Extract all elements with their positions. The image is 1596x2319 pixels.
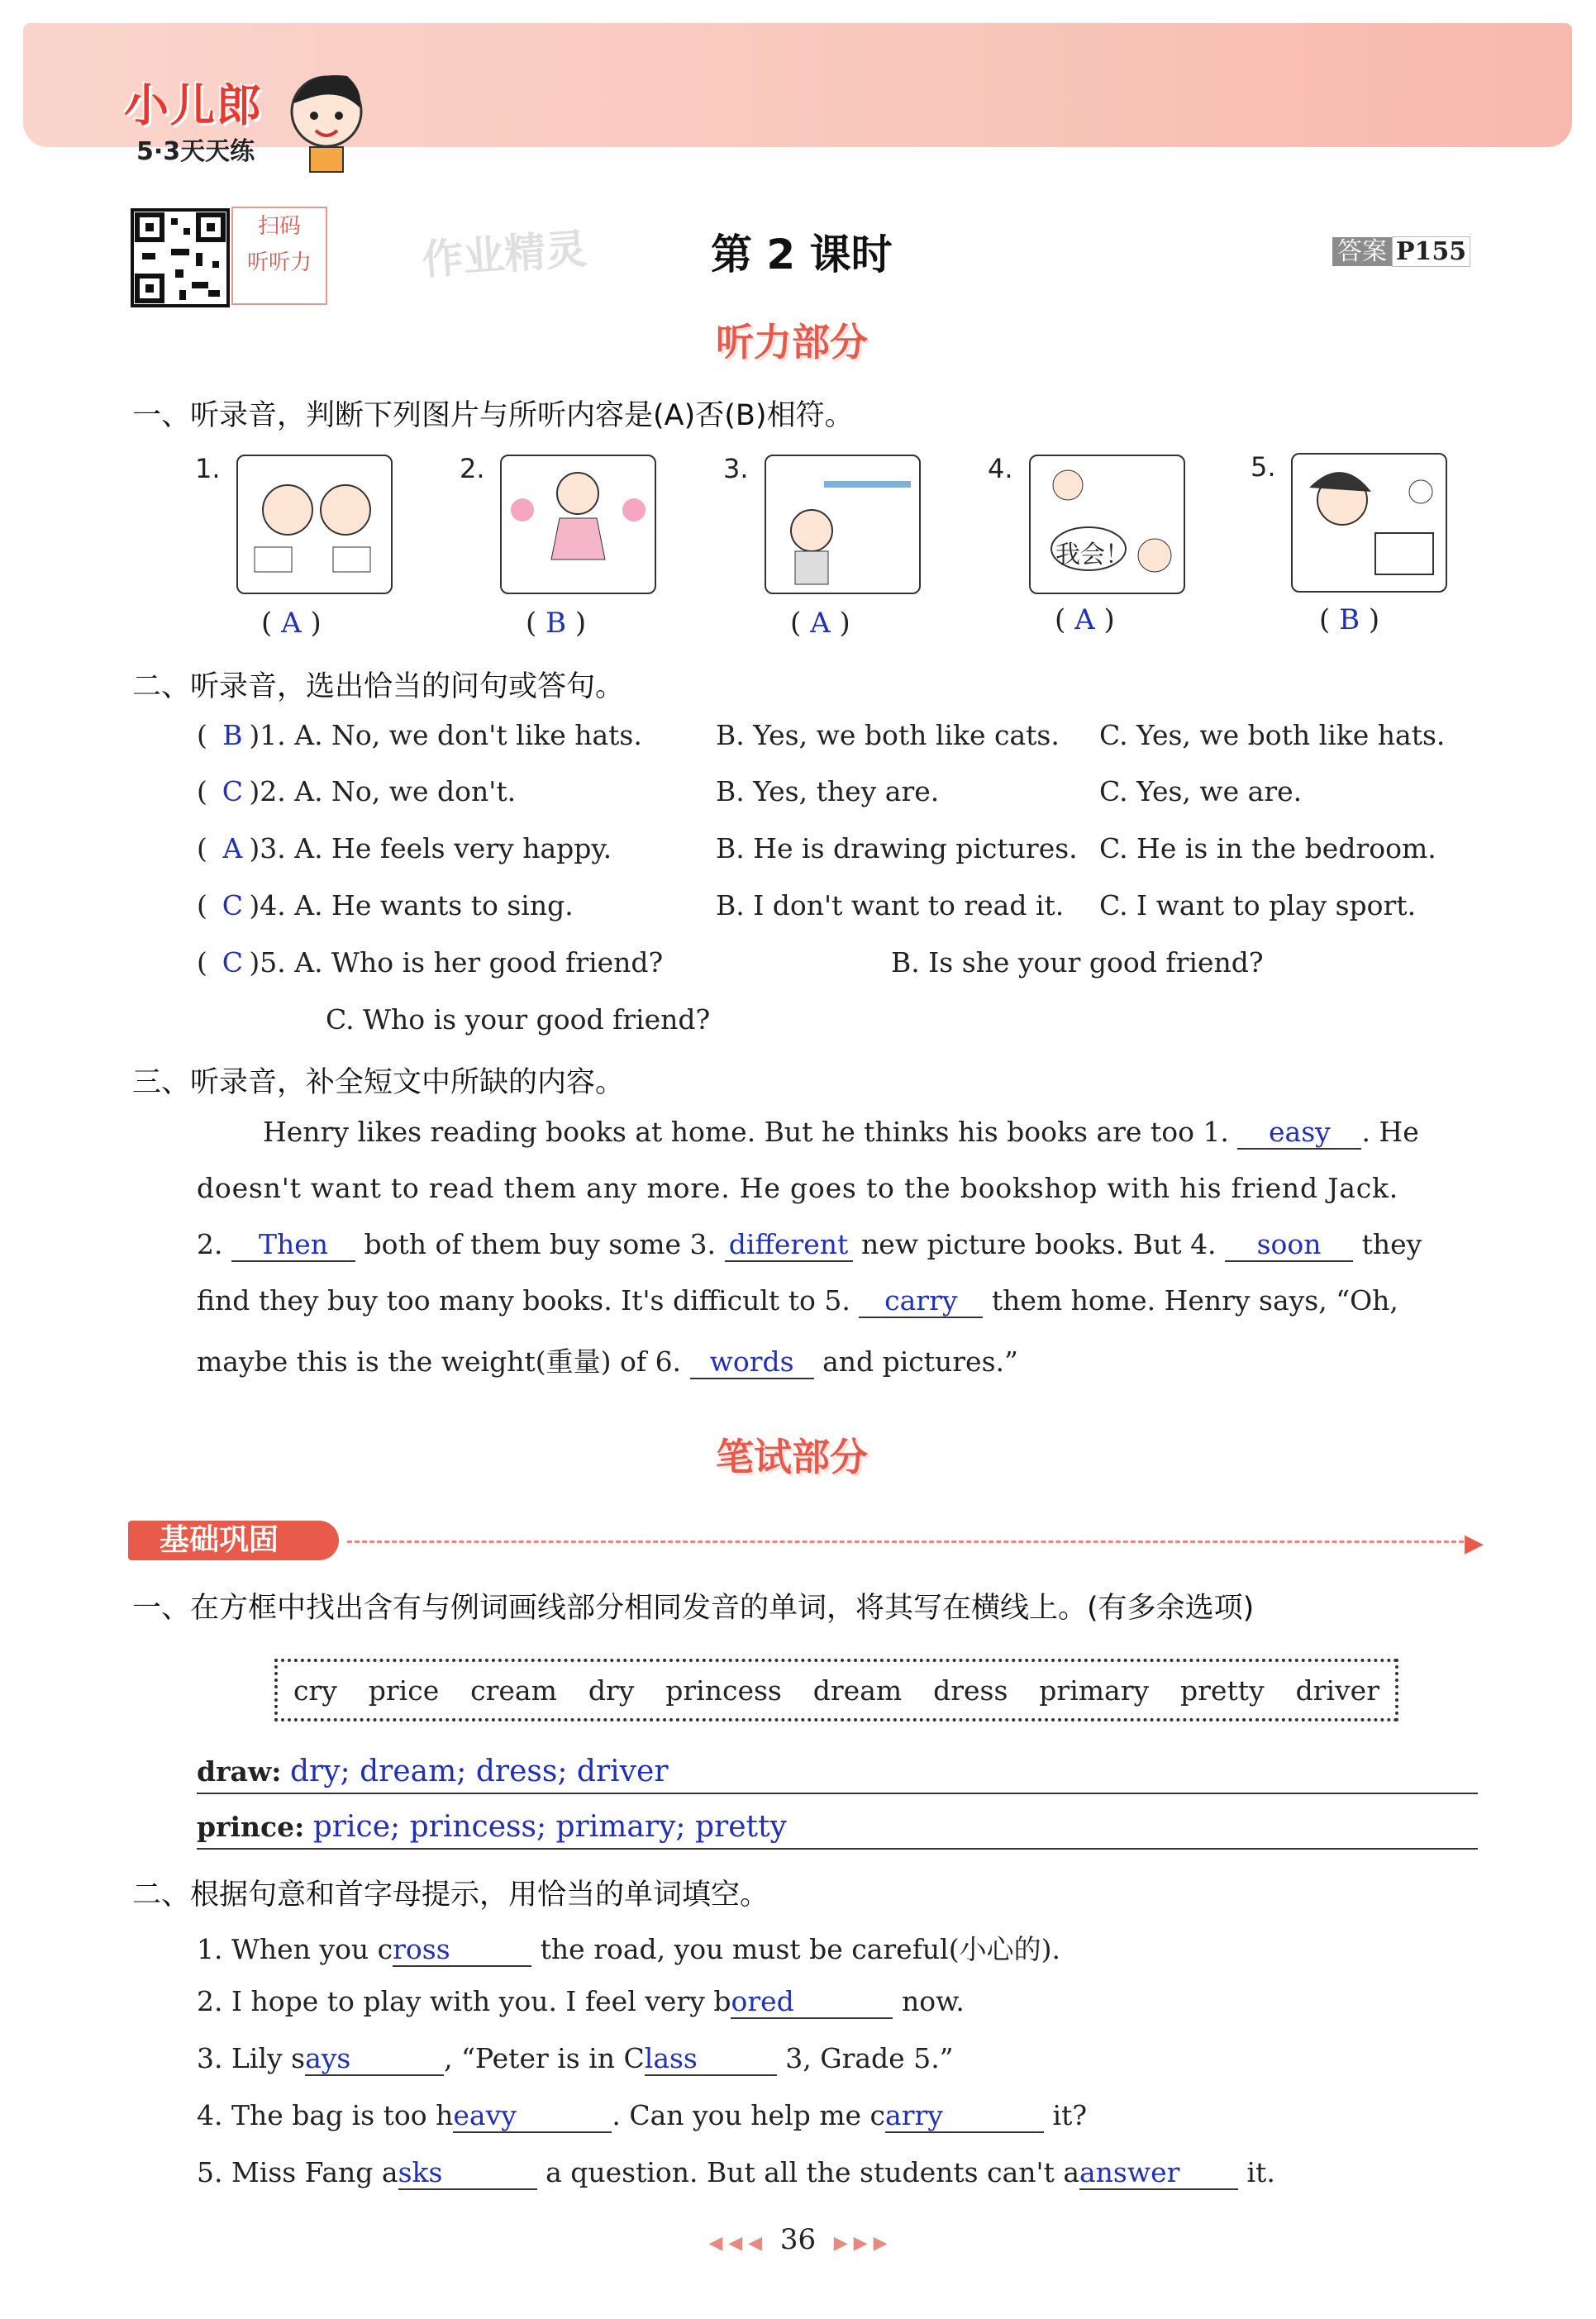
choice-option-b: B. Yes, we both like cats. xyxy=(716,719,1060,751)
brand-subtitle: 5·3天天练 xyxy=(136,137,255,166)
listening-part-title: 听力部分 xyxy=(716,320,868,364)
basics-banner: 基础巩固 xyxy=(128,1521,339,1560)
fill-sentence: 1. When you cross the road, you must be careful(小心的). xyxy=(197,1933,1060,1965)
picture-answer: ( A ) xyxy=(790,607,850,640)
word-box: cry price cream dry princess dream dress primary pretty driver xyxy=(274,1659,1398,1721)
blank-answer: different xyxy=(725,1228,853,1262)
choice-option-b: B. He is drawing pictures. xyxy=(716,832,1078,864)
page-number: ◀ ◀ ◀ 36 ▶ ▶ ▶ xyxy=(708,2223,888,2256)
picture-ping-pong xyxy=(765,455,921,594)
mascot-icon xyxy=(281,66,372,174)
passage-line: 2. Then both of them buy some 3. different new picture books. But 4. soon they xyxy=(197,1228,1422,1260)
blank-answer: soon xyxy=(1225,1228,1353,1262)
answer-reference: 答案 P155 xyxy=(1332,231,1470,267)
lesson-title: 第 2 课时 xyxy=(711,231,893,279)
blank-answer: carry xyxy=(859,1284,983,1318)
picture-number: 5. xyxy=(1251,451,1276,483)
writing-section1-title: 一、在方框中找出含有与例词画线部分相同发音的单词，将其写在横线上。(有多余选项) xyxy=(132,1592,1255,1625)
fill-sentence: 5. Miss Fang asks a question. But all the students can't aanswer it. xyxy=(197,2156,1275,2188)
picture-answer: ( B ) xyxy=(1319,603,1380,636)
picture-two-kids xyxy=(236,455,393,594)
picture-number: 3. xyxy=(723,453,749,484)
picture-teacher-students: 我会！ xyxy=(1029,455,1185,594)
picture-answer: ( A ) xyxy=(261,607,322,640)
choice-option-c: C. I want to play sport. xyxy=(1099,889,1417,921)
listening-section3-title: 三、听录音，补全短文中所缺的内容。 xyxy=(132,1066,625,1099)
choice-option-c: C. Yes, we are. xyxy=(1099,775,1303,807)
picture-answer: ( B ) xyxy=(526,607,587,640)
brand-logo: 小儿郎 xyxy=(124,79,263,131)
qr-code-icon[interactable] xyxy=(131,208,230,307)
fill-sentence: 3. Lily says , “Peter is in Class 3, Grade 5.” xyxy=(197,2042,954,2074)
blank-answer: Then xyxy=(231,1228,355,1262)
choice-question: ( A )3. A. He feels very happy. xyxy=(197,832,612,864)
prince-answer-line: prince: price; princess; primary; pretty xyxy=(197,1810,1478,1850)
arrow-right-icon: ▶ xyxy=(1465,1529,1484,1558)
scan-listen-label: 扫码 听听力 xyxy=(231,207,327,305)
passage-line: doesn't want to read them any more. He goes to the bookshop with his friend Jack. xyxy=(197,1172,1399,1204)
fill-sentence: 4. The bag is too heavy . Can you help me carry it? xyxy=(197,2099,1088,2131)
watermark: 作业精灵 xyxy=(420,225,589,284)
picture-number: 2. xyxy=(460,453,485,484)
writing-part-title: 笔试部分 xyxy=(716,1435,868,1479)
passage-line: find they buy too many books. It's difficult to 5. carry them home. Henry says, “Oh, xyxy=(197,1284,1398,1317)
choice-question: ( C )5. A. Who is her good friend? xyxy=(197,946,664,979)
picture-number: 4. xyxy=(988,453,1013,484)
choice-option-b: B. Yes, they are. xyxy=(716,775,940,807)
blank-answer: easy xyxy=(1237,1116,1361,1150)
blank-answer: words xyxy=(690,1345,814,1379)
draw-answer-line: draw: dry; dream; dress; driver xyxy=(197,1755,1478,1794)
passage-line: Henry likes reading books at home. But he thinks his books are too 1. easy . He xyxy=(263,1116,1419,1148)
writing-section2-title: 二、根据句意和首字母提示，用恰当的单词填空。 xyxy=(132,1879,769,1912)
choice-question: ( B )1. A. No, we don't like hats. xyxy=(197,719,642,751)
choice-option-b: B. I don't want to read it. xyxy=(716,889,1065,921)
divider xyxy=(347,1540,1471,1543)
picture-answer: ( A ) xyxy=(1055,603,1115,636)
listening-section1-title: 一、听录音，判断下列图片与所听内容是(A)否(B)相符。 xyxy=(132,399,854,432)
choice-option-c: C. Yes, we both like hats. xyxy=(1099,719,1446,751)
picture-girl-dancing xyxy=(500,455,656,594)
choice-option-b: B. Is she your good friend? xyxy=(891,946,1264,979)
picture-number: 1. xyxy=(195,453,221,484)
choice-option-c: C. Who is your good friend? xyxy=(326,1003,711,1036)
choice-question: ( C )2. A. No, we don't. xyxy=(197,775,517,807)
choice-question: ( C )4. A. He wants to sing. xyxy=(197,889,574,921)
choice-option-c: C. He is in the bedroom. xyxy=(1099,832,1436,864)
passage-line: maybe this is the weight(重量) of 6. words and pictures.” xyxy=(197,1345,1018,1378)
fill-sentence: 2. I hope to play with you. I feel very bored now. xyxy=(197,1985,965,2017)
listening-section2-title: 二、听录音，选出恰当的问句或答句。 xyxy=(132,670,625,703)
picture-girl-laptop xyxy=(1291,453,1447,593)
